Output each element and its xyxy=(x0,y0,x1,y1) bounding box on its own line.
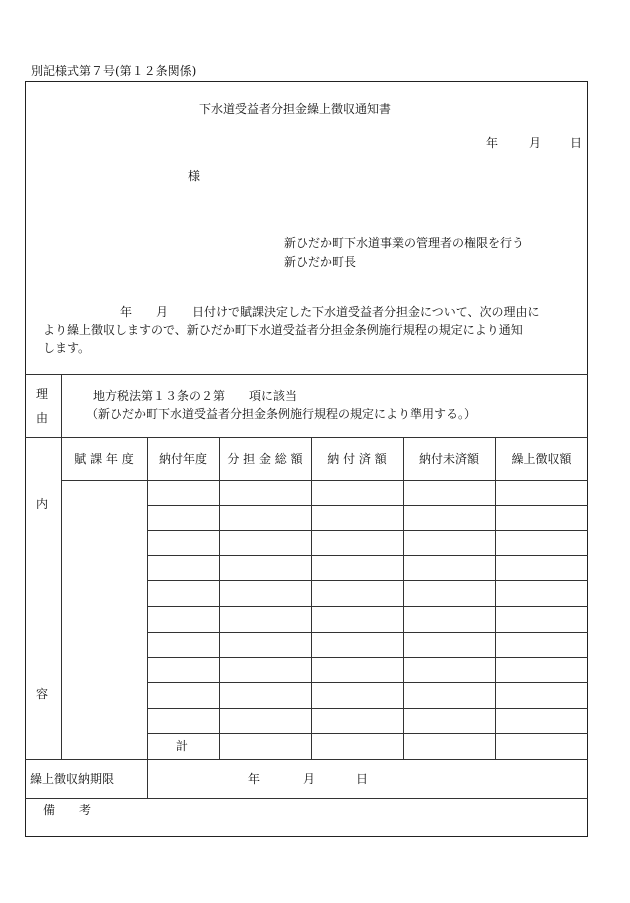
addressee-suffix: 様 xyxy=(188,169,201,183)
table-row xyxy=(147,555,588,556)
assessment-year-cell[interactable] xyxy=(62,481,147,759)
divider-detail-top xyxy=(25,437,588,438)
divider-col-2 xyxy=(219,437,220,759)
date-month-label: 月 xyxy=(529,136,542,150)
divider-remarks-top xyxy=(25,798,588,799)
table-row xyxy=(147,682,588,683)
table-row xyxy=(147,530,588,531)
header-total-amount: 分 担 金 総 額 xyxy=(227,452,303,466)
issuer-name: 新ひだか町長 xyxy=(284,255,357,269)
date-year-label: 年 xyxy=(486,136,499,150)
remarks-field[interactable] xyxy=(100,800,586,835)
divider-col-3 xyxy=(311,437,312,759)
divider-col-5 xyxy=(495,437,496,759)
total-label: 計 xyxy=(176,739,189,753)
table-row xyxy=(147,480,588,481)
deadline-year-label: 年 xyxy=(248,772,261,786)
deadline-day-label: 日 xyxy=(356,772,369,786)
reason-label-1: 理 xyxy=(36,387,49,401)
table-row xyxy=(147,580,588,581)
document-title: 下水道受益者分担金繰上徴収通知書 xyxy=(199,102,392,116)
header-early-collection: 繰上徴収額 xyxy=(511,452,572,466)
header-paid-amount: 納 付 済 額 xyxy=(327,452,387,466)
deadline-label: 繰上徴収納期限 xyxy=(30,772,115,786)
reason-line-2: （新ひだか町下水道受益者分担金条例施行規程の規定により準用する。） xyxy=(86,407,477,421)
body-line-1: 年 月 日付けで賦課決定した下水道受益者分担金について、次の理由に xyxy=(120,305,540,319)
table-row xyxy=(147,733,588,734)
detail-label-2: 容 xyxy=(36,687,49,701)
table-row xyxy=(147,505,588,506)
date-day-label: 日 xyxy=(570,136,583,150)
header-assessment-year: 賦 課 年 度 xyxy=(74,452,134,466)
issuer-title: 新ひだか町下水道事業の管理者の権限を行う xyxy=(284,236,525,250)
body-line-3: します。 xyxy=(43,341,91,355)
divider-col-1 xyxy=(147,437,148,798)
header-payment-year: 納付年度 xyxy=(158,452,207,466)
remarks-label: 備 考 xyxy=(43,803,92,817)
table-row xyxy=(147,657,588,658)
detail-label-1: 内 xyxy=(36,497,49,511)
divider-reason-top xyxy=(25,374,588,375)
reason-label-2: 由 xyxy=(36,411,49,425)
divider-col-4 xyxy=(403,437,404,759)
form-reference: 別記様式第７号(第１２条関係) xyxy=(31,64,197,78)
deadline-month-label: 月 xyxy=(303,772,316,786)
divider-deadline-top xyxy=(25,759,588,760)
table-row xyxy=(147,606,588,607)
table-row xyxy=(147,632,588,633)
table-row xyxy=(147,708,588,709)
body-line-2: より繰上徴収しますので、新ひだか町下水道受益者分担金条例施行規程の規定により通知 xyxy=(43,323,523,337)
header-unpaid-amount: 納付未済額 xyxy=(418,452,479,466)
reason-line-1: 地方税法第１３条の２第 項に該当 xyxy=(93,389,298,403)
